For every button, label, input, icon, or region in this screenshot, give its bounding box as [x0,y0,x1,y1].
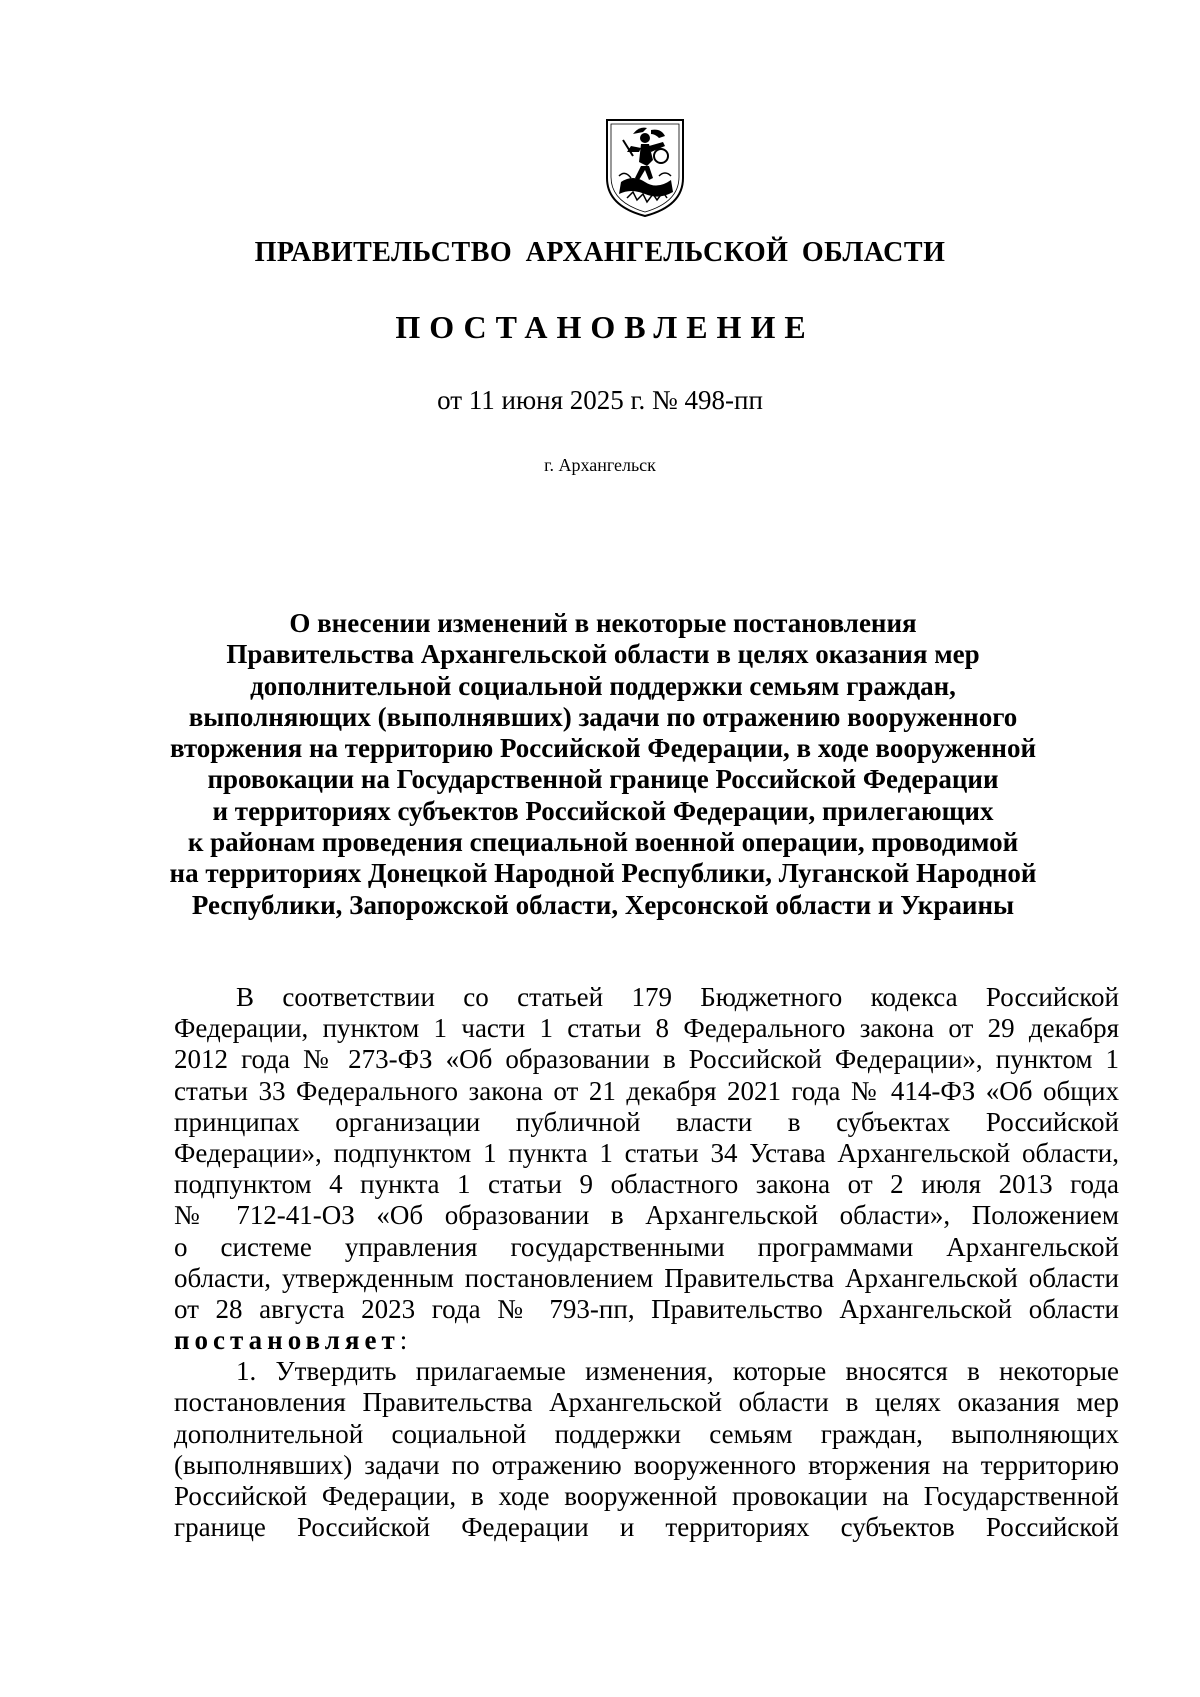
body-line: принципах организации публичной власти в субъектах Российской [174,1106,1119,1137]
organization-name: ПРАВИТЕЛЬСТВО АРХАНГЕЛЬСКОЙ ОБЛАСТИ [254,237,946,268]
coat-of-arms-icon [603,116,687,220]
title-line: Правительства Архангельской области в целях оказания мер [226,639,980,670]
document-date-number: от 11 июня 2025 г. № 498-пп [437,385,763,415]
body-line: статьи 33 Федерального закона от 21 декабря 2021 года № 414-ФЗ «Об общих [174,1075,1119,1106]
document-type: ПОСТАНОВЛЕНИЕ [395,309,815,345]
document-title [150,608,1056,921]
resolves-line [174,1325,1119,1356]
title-line: дополнительной социальной поддержки семьям граждан, [250,670,956,701]
clause-line: постановления Правительства Архангельской области в целях оказания мер [174,1387,1119,1418]
title-line: к районам проведения специальной военной операции, проводимой [187,827,1019,858]
document-city: г. Архангельск [544,455,656,475]
clause-line: 1. Утвердить прилагаемые изменения, которые вносятся в некоторые [236,1356,1119,1387]
body-line: 2012 года № 273-ФЗ «Об образовании в Российской Федерации», пунктом 1 [174,1044,1119,1075]
title-line: выполняющих (выполнявших) задачи по отражению вооруженного [188,701,1018,732]
title-line: Республики, Запорожской области, Херсонской области и Украины [191,889,1015,920]
body-line: от 28 августа 2023 года № 793-пп, Правительство Архангельской области [174,1293,1119,1324]
title-line: вторжения на территорию Российской Федерации, в ходе вооруженной [169,733,1037,764]
resolves-punct: : [399,1325,408,1356]
title-line: О внесении изменений в некоторые постановления [289,608,917,638]
resolves-word: постановляет [174,1325,400,1356]
clause-line: (выполнявших) задачи по отражению вооруженного вторжения на территорию [174,1449,1119,1480]
clause-line: дополнительной социальной поддержки семьям граждан, выполняющих [174,1418,1119,1449]
body-line: о системе управления государственными программами Архангельской [174,1231,1119,1262]
title-line: и территориях субъектов Российской Федерации, прилегающих [212,795,994,826]
title-line: провокации на Государственной границе Российской Федерации [207,764,999,795]
body-line: Федерации, пунктом 1 части 1 статьи 8 Федерального закона от 29 декабря [174,1013,1119,1044]
body-line: № 712-41-ОЗ «Об образовании в Архангельской области», Положением [174,1200,1119,1231]
body-line: Федерации», подпунктом 1 пункта 1 статьи 34 Устава Архангельской области, [174,1137,1119,1168]
body-line: В соответствии со статьей 179 Бюджетного кодекса Российской [236,982,1119,1012]
clause-line: Российской Федерации, в ходе вооруженной провокации на Государственной [174,1481,1119,1511]
body-line: подпунктом 4 пункта 1 статьи 9 областного закона от 2 июля 2013 года [174,1169,1119,1200]
preamble-paragraph [174,982,1119,1543]
title-line: на территориях Донецкой Народной Республики, Луганской Народной [169,858,1037,889]
body-line: области, утвержденным постановлением Правительства Архангельской области [174,1262,1119,1293]
clause-line: границе Российской Федерации и территориях субъектов Российской [174,1512,1119,1543]
